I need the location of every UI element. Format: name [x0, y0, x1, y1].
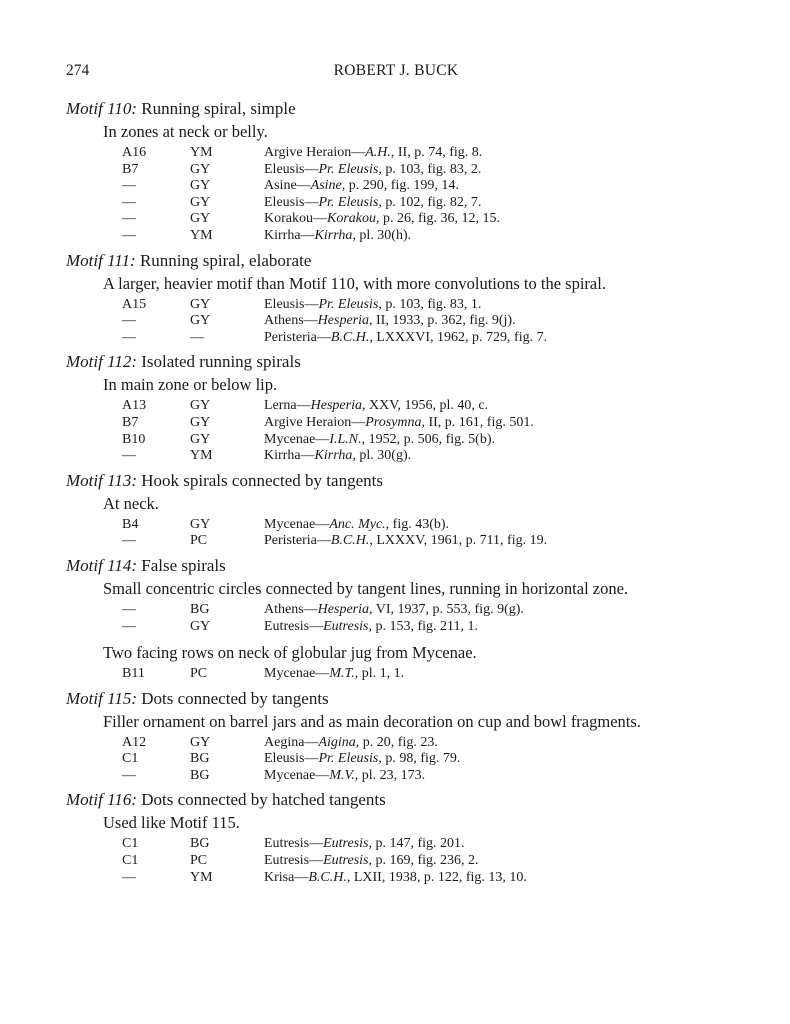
reference-row [66, 431, 736, 448]
reference-row [66, 767, 736, 784]
find-code: — [122, 313, 136, 329]
reference-row [66, 177, 736, 194]
find-code: — [122, 178, 136, 194]
citation-details: , p. 290, fig. 199, 14. [341, 178, 459, 194]
citation-site: Eleusis— [264, 161, 319, 177]
citation-details: , p. 20, fig. 23. [355, 734, 438, 750]
citation [264, 601, 736, 618]
find-code: A12 [122, 734, 147, 750]
citation-publication: M.T. [329, 666, 355, 682]
motif-description: Filler ornament on barrel jars and as main decoration on cup and bowl fragments. [103, 711, 641, 731]
citation [264, 431, 736, 448]
citation [264, 852, 736, 869]
ware-code: GY [190, 211, 211, 227]
citation [264, 750, 736, 767]
motif-heading [66, 688, 736, 711]
citation-publication: Pr. Eleusis [318, 296, 379, 312]
motif-heading [66, 555, 736, 578]
running-title: ROBERT J. BUCK [333, 62, 459, 79]
find-code: — [122, 329, 136, 345]
motif-entry [66, 470, 736, 549]
motif-label: Motif 114: [66, 555, 137, 575]
ware-code: YM [190, 448, 213, 464]
citation-details: , pl. 30(g). [352, 448, 412, 464]
motif-heading [66, 351, 736, 374]
find-code: — [122, 227, 136, 243]
citation-site: Mycenae— [264, 666, 330, 682]
find-code: B4 [122, 516, 139, 532]
citation-site: Lerna— [264, 398, 311, 414]
reference-row [66, 227, 736, 244]
citation [264, 329, 736, 346]
citation-site: Korakou— [264, 211, 327, 227]
motif-label: Motif 110: [66, 99, 137, 118]
citation [264, 312, 736, 329]
citation [264, 869, 736, 886]
ware-code: — [190, 329, 204, 345]
citation-publication: Eutresis [323, 836, 369, 852]
motif-name: Running spiral, simple [141, 99, 296, 118]
reference-row [66, 869, 736, 886]
find-code: B7 [122, 161, 139, 177]
citation-site: Eutresis— [264, 836, 324, 852]
reference-row [66, 194, 736, 211]
citation [264, 144, 736, 161]
citation-publication: A.H. [365, 145, 391, 160]
ware-code: GY [190, 618, 211, 634]
citation-site: Eleusis— [264, 296, 319, 312]
citation-details: , pl. 23, 173. [354, 767, 426, 783]
citation-publication: Pr. Eleusis [318, 751, 379, 767]
reference-row [66, 516, 736, 533]
citation [264, 447, 736, 464]
citation-publication: Kirrha [314, 448, 353, 464]
motif-entry [66, 250, 736, 346]
citation [264, 665, 736, 682]
motif-description: At neck. [103, 493, 159, 513]
ware-code: GY [190, 516, 211, 532]
reference-row [66, 665, 736, 682]
citation-site: Peristeria— [264, 329, 331, 345]
citation-publication: Asine [310, 178, 342, 194]
citation-details: , LXXXV, 1961, p. 711, fig. 19. [369, 533, 548, 549]
motif-description: In zones at neck or belly. [103, 122, 268, 141]
citation-details: , VI, 1937, p. 553, fig. 9(g). [369, 601, 524, 617]
citation-details: , II, p. 161, fig. 501. [421, 414, 534, 430]
citation-publication: Eutresis [323, 618, 369, 634]
citation-site: Argive Heraion— [264, 145, 366, 160]
citation-site: Krisa— [264, 869, 309, 885]
reference-row [66, 447, 736, 464]
ware-code: GY [190, 734, 211, 750]
ware-code: GY [190, 178, 211, 194]
find-code: B10 [122, 431, 146, 447]
ware-code: BG [190, 601, 210, 617]
find-code: B7 [122, 414, 139, 430]
find-code: — [122, 194, 136, 210]
ware-code: GY [190, 194, 211, 210]
citation-site: Mycenae— [264, 767, 330, 783]
reference-row [66, 734, 736, 751]
find-code: A13 [122, 398, 147, 414]
page-number: 274 [66, 62, 90, 79]
reference-row [66, 532, 736, 549]
find-code: — [122, 618, 136, 634]
citation-details: , LXXXVI, 1962, p. 729, fig. 7. [369, 329, 548, 345]
citation-site: Kirrha— [264, 448, 315, 464]
citation-site: Aegina— [264, 734, 319, 750]
reference-row [66, 618, 736, 635]
motif-label: Motif 111: [66, 250, 136, 270]
ware-code: PC [190, 666, 208, 682]
motif-name: Hook spirals connected by tangents [141, 470, 383, 490]
motif-label: Motif 113: [66, 470, 137, 490]
citation-publication: Hesperia [317, 313, 369, 329]
find-code: — [122, 601, 136, 617]
reference-row [66, 414, 736, 431]
citation [264, 414, 736, 431]
motif-heading [66, 470, 736, 493]
citation-details: , II, p. 74, fig. 8. [390, 145, 483, 160]
motif-entry [66, 688, 736, 784]
reference-row [66, 329, 736, 346]
citation [264, 397, 736, 414]
citation [264, 296, 736, 313]
ware-code: YM [190, 227, 213, 243]
find-code: A15 [122, 296, 147, 312]
motif-heading [66, 789, 736, 812]
reference-row [66, 144, 736, 161]
reference-row [66, 750, 736, 767]
citation-publication: B.C.H. [308, 869, 347, 885]
citation-site: Eutresis— [264, 618, 324, 634]
citation-publication: M.V. [329, 767, 355, 783]
citation-details: , pl. 30(h). [352, 227, 412, 243]
citation-details: , p. 103, fig. 83, 2. [378, 161, 482, 177]
motif-name: Dots connected by hatched tangents [141, 790, 386, 810]
citation [264, 227, 736, 244]
citation-site: Kirrha— [264, 227, 315, 243]
motif-entry [66, 555, 736, 682]
motif-heading [66, 250, 736, 273]
citation [264, 734, 736, 751]
ware-code: YM [190, 869, 213, 885]
reference-row [66, 601, 736, 618]
reference-row [66, 312, 736, 329]
find-code: B11 [122, 666, 145, 682]
citation [264, 618, 736, 635]
citation-publication: Hesperia [310, 398, 362, 414]
citation-site: Athens— [264, 601, 318, 617]
citation-details: , p. 169, fig. 236, 2. [368, 853, 479, 869]
citation [264, 177, 736, 194]
citation [264, 516, 736, 533]
ware-code: GY [190, 296, 211, 312]
citation-publication: Hesperia [317, 601, 369, 617]
find-code: C1 [122, 751, 139, 767]
motif-heading [66, 98, 736, 121]
motif-name: Isolated running spirals [141, 352, 301, 372]
citation-details: , XXV, 1956, pl. 40, c. [361, 398, 489, 414]
find-code: — [122, 869, 136, 885]
citation-publication: Aigina [318, 734, 356, 750]
motif-entry [66, 789, 736, 885]
citation-publication: Kirrha [314, 227, 353, 243]
motif-name: Dots connected by tangents [141, 688, 329, 708]
find-code: C1 [122, 836, 139, 852]
citation [264, 194, 736, 211]
citation-details: , p. 102, fig. 82, 7. [378, 194, 482, 210]
ware-code: BG [190, 836, 210, 852]
citation-site: Eleusis— [264, 194, 319, 210]
reference-row [66, 835, 736, 852]
ware-code: PC [190, 853, 208, 869]
reference-row [66, 296, 736, 313]
ware-code: PC [190, 533, 208, 549]
motif-description: A larger, heavier motif than Motif 110, with more convolutions to the spiral. [103, 273, 606, 293]
citation-site: Athens— [264, 313, 318, 329]
citation-publication: Anc. Myc. [329, 516, 386, 532]
citation [264, 767, 736, 784]
find-code: C1 [122, 853, 139, 869]
citation-details: , II, 1933, p. 362, fig. 9(j). [369, 313, 516, 329]
citation-publication: Korakou [327, 211, 376, 227]
reference-row [66, 397, 736, 414]
citation-publication: B.C.H. [330, 329, 370, 345]
citation-details: , fig. 43(b). [385, 516, 450, 532]
ware-code: GY [190, 431, 211, 447]
ware-code: BG [190, 751, 210, 767]
citation-details: , p. 98, fig. 79. [378, 751, 461, 767]
reference-row [66, 210, 736, 227]
citation-details: , p. 26, fig. 36, 12, 15. [376, 211, 501, 227]
citation-site: Eutresis— [264, 853, 324, 869]
citation-publication: Prosymna [365, 414, 422, 430]
ware-code: BG [190, 767, 210, 783]
citation-details: , pl. 1, 1. [354, 666, 405, 682]
ware-code: GY [190, 414, 211, 430]
reference-row [66, 852, 736, 869]
citation [264, 161, 736, 178]
find-code: — [122, 448, 136, 464]
find-code: — [122, 533, 136, 549]
motif-entry [66, 98, 736, 244]
motif-description: Two facing rows on neck of globular jug from Mycenae. [103, 643, 477, 663]
motif-name: False spirals [141, 555, 226, 575]
citation [264, 532, 736, 549]
find-code: A16 [122, 145, 147, 160]
reference-row [66, 161, 736, 178]
citation-details: , 1952, p. 506, fig. 5(b). [361, 431, 495, 447]
citation-details: , p. 147, fig. 201. [368, 836, 465, 852]
citation [264, 835, 736, 852]
citation-site: Mycenae— [264, 516, 330, 532]
motif-name: Running spiral, elaborate [139, 250, 312, 270]
citation-publication: B.C.H. [330, 533, 370, 549]
citation-publication: Eutresis [323, 853, 369, 869]
citation [264, 210, 736, 227]
ware-code: YM [190, 145, 213, 160]
citation-site: Asine— [264, 178, 311, 194]
motif-catalogue [66, 98, 736, 891]
citation-site: Eleusis— [264, 751, 319, 767]
page-header [66, 62, 726, 84]
motif-description: In main zone or below lip. [103, 375, 278, 395]
ware-code: GY [190, 161, 211, 177]
motif-label: Motif 112: [66, 352, 137, 372]
motif-label: Motif 115: [66, 688, 137, 708]
citation-publication: Pr. Eleusis [318, 194, 379, 210]
citation-site: Argive Heraion— [264, 414, 366, 430]
citation-details: , p. 153, fig. 211, 1. [368, 618, 479, 634]
citation-site: Mycenae— [264, 431, 330, 447]
find-code: — [122, 211, 136, 227]
citation-details: , p. 103, fig. 83, 1. [378, 296, 482, 312]
ware-code: GY [190, 398, 211, 414]
citation-publication: Pr. Eleusis [318, 161, 379, 177]
motif-label: Motif 116: [66, 790, 137, 810]
motif-description: Small concentric circles connected by tangent lines, running in horizontal zone. [103, 578, 629, 598]
citation-site: Peristeria— [264, 533, 331, 549]
ware-code: GY [190, 313, 211, 329]
motif-description: Used like Motif 115. [103, 813, 240, 833]
find-code: — [122, 767, 136, 783]
motif-entry [66, 351, 736, 463]
citation-publication: I.L.N. [329, 431, 362, 447]
citation-details: , LXII, 1938, p. 122, fig. 13, 10. [346, 869, 527, 885]
